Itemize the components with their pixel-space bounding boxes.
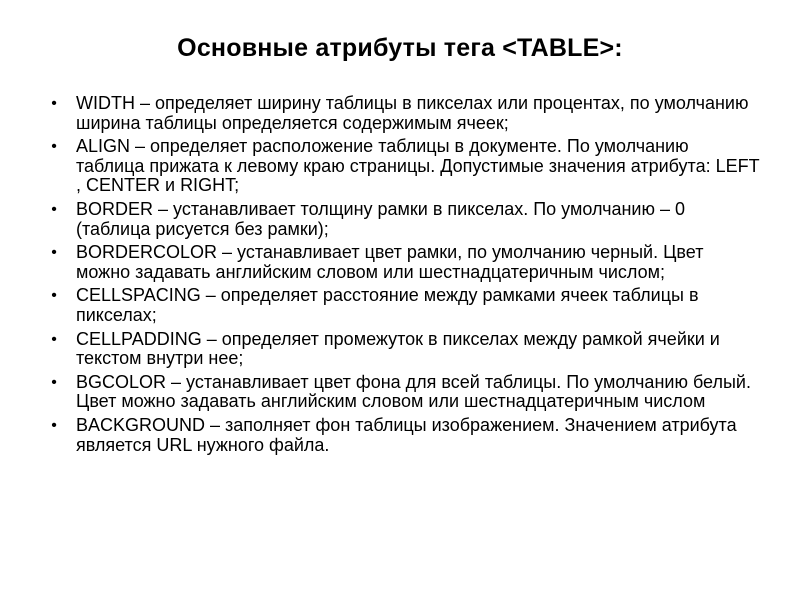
bullet-item-cellspacing xyxy=(48,286,760,325)
bullet-text: BACKGROUND – заполняет фон таблицы изображением. Значением атрибута является URL нужного файла. xyxy=(76,414,737,455)
bullet-dot-icon: • xyxy=(51,330,57,348)
bullet-text: BORDER – устанавливает толщину рамки в пикселах. По умолчанию – 0 (таблица рисуется без рамки); xyxy=(76,198,685,239)
bullet-dot-icon: • xyxy=(51,138,57,156)
bullet-text: ALIGN – определяет расположение таблицы в документе. По умолчанию таблица прижата к левому краю страницы. Допустимые значения атрибута: LEFT , CENTER и RIGHT; xyxy=(76,136,760,196)
bullet-text: BORDERCOLOR – устанавливает цвет рамки, по умолчанию черный. Цвет можно задавать английским словом или шестнадцатеричным числом; xyxy=(76,242,704,282)
bullet-text: CELLPADDING – определяет промежуток в пикселах между рамкой ячейки и текстом внутри нее; xyxy=(76,328,720,369)
bullet-item-width xyxy=(48,94,760,133)
bullet-dot-icon: • xyxy=(51,200,57,218)
bullet-dot-icon: • xyxy=(51,287,57,305)
bullet-item-cellpadding xyxy=(48,330,760,369)
bullet-item-bordercolor xyxy=(48,243,760,282)
bullet-item-align xyxy=(48,137,760,196)
slide-title: Основные атрибуты тега <TABLE>: xyxy=(177,34,623,62)
bullet-item-bgcolor xyxy=(48,373,760,412)
bullet-dot-icon: • xyxy=(51,95,57,112)
bullet-text: CELLSPACING – определяет расстояние между рамками ячеек таблицы в пикселах; xyxy=(76,285,699,325)
bullet-text: BGCOLOR – устанавливает цвет фона для всей таблицы. По умолчанию белый. Цвет можно задавать английским словом или шестнадцатеричным числом xyxy=(76,371,751,412)
bullet-text: WIDTH – определяет ширину таблицы в пикселах или процентах, по умолчанию ширина таблицы определяется содержимым ячеек; xyxy=(76,93,749,133)
bullet-dot-icon: • xyxy=(51,416,57,434)
bullet-dot-icon: • xyxy=(51,244,57,262)
bullet-item-border xyxy=(48,200,760,239)
bullet-list xyxy=(48,94,760,459)
bullet-dot-icon: • xyxy=(51,373,57,391)
bullet-item-background xyxy=(48,416,760,455)
